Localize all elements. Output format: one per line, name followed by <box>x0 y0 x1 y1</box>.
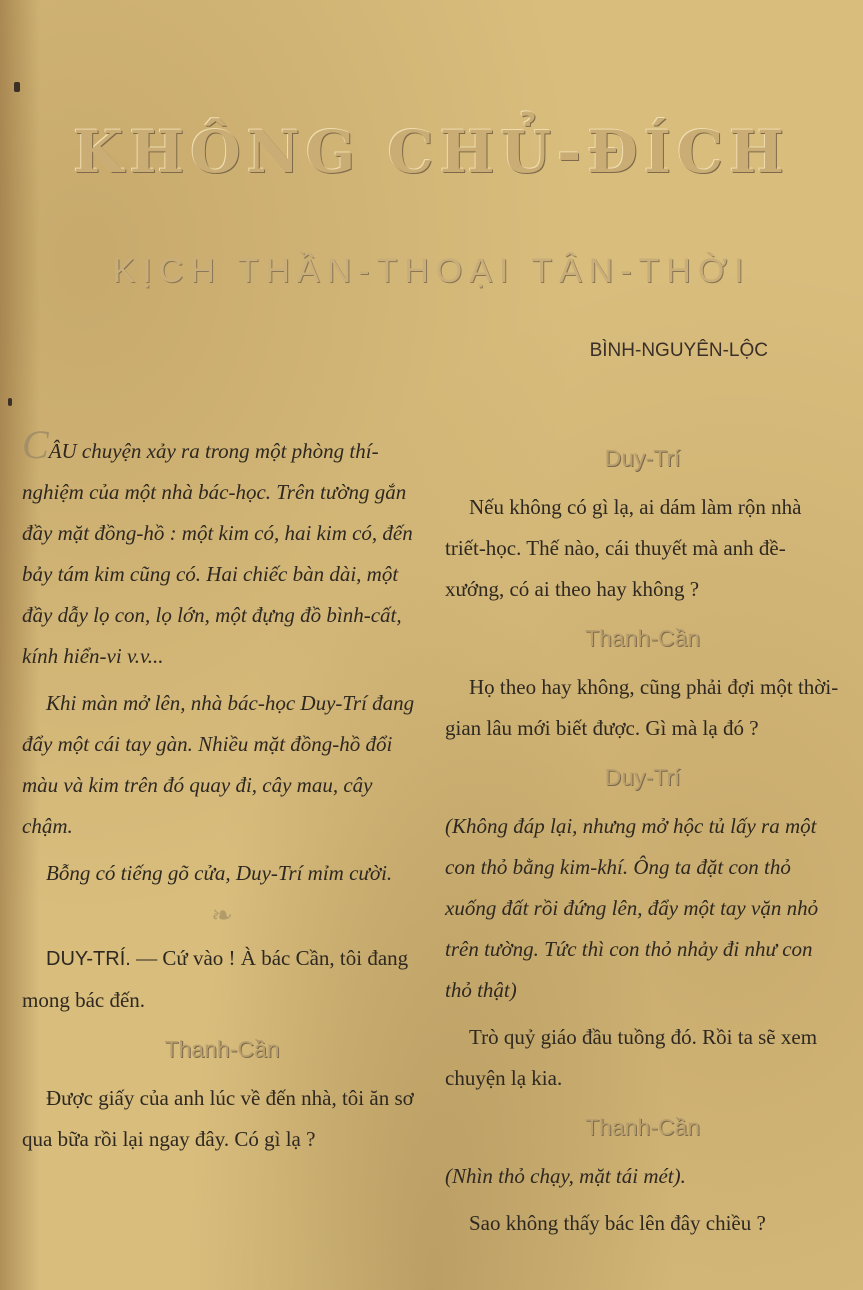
speaker-label: DUY-TRÍ. <box>46 948 131 970</box>
dialogue-text: Họ theo hay không, cũng phải đợi một thời-gian lâu mới biết được. Gì mà lạ đó ? <box>445 675 839 740</box>
edge-mark <box>14 82 20 92</box>
speaker-heading: Thanh-Cần <box>164 1036 280 1062</box>
speaker-heading: Thanh-Cần <box>584 625 701 651</box>
speaker-heading: Duy-Trí <box>604 445 681 471</box>
intro-text: ÂU chuyện xảy ra trong một phòng thí-nghiệm của một nhà bác-học. Trên tường gắn đầy mặt đồng-hồ : một kim có, hai kim có, đến bảy tám kim cũng có. Hai chiếc bàn dài, một đầy dẫy lọ con, lọ lớn, một đựng đồ bình-cất, kính hiển-vi v.v... <box>22 439 413 668</box>
stage-direction: (Nhìn thỏ chạy, mặt tái mét). <box>445 1164 686 1188</box>
intro-paragraph <box>22 422 422 677</box>
stage-direction: Khi màn mở lên, nhà bác-học Duy-Trí đang đẩy một cái tay gàn. Nhiều mặt đồng-hồ đổi màu và kim trên đó quay đi, cây mau, cây chậm. <box>22 691 415 838</box>
dialogue-text: — Cứ vào ! À bác Cần, tôi đang mong bác đến. <box>22 946 409 1012</box>
edge-mark <box>8 398 12 406</box>
right-column <box>445 430 840 1244</box>
ornament-icon: ❧ <box>211 901 233 930</box>
dialogue-text: Được giấy của anh lúc về đến nhà, tôi ăn sơ qua bữa rồi lại ngay đây. Có gì lạ ? <box>22 1086 414 1151</box>
stage-direction: Bỗng có tiếng gõ cửa, Duy-Trí mỉm cười. <box>46 861 393 885</box>
drop-cap: C <box>22 422 49 467</box>
left-column <box>22 422 422 1160</box>
dialogue-text: Nếu không có gì lạ, ai dám làm rộn nhà triết-học. Thế nào, cái thuyết mà anh đề-xướng, có ai theo hay không ? <box>445 495 802 601</box>
dialogue-text: Sao không thấy bác lên đây chiều ? <box>469 1211 766 1235</box>
speaker-heading: Duy-Trí <box>604 764 681 790</box>
author-name: BÌNH-NGUYÊN-LỘC <box>589 340 768 361</box>
speaker-heading: Thanh-Cần <box>584 1114 701 1140</box>
dialogue-text: Trò quỷ giáo đầu tuồng đó. Rồi ta sẽ xem chuyện lạ kia. <box>445 1025 818 1090</box>
page-title: KHÔNG CHỦ-ĐÍCH <box>73 118 790 186</box>
dialogue-duytri <box>22 938 422 1021</box>
page-subtitle: KỊCH THẦN-THOẠI TÂN-THỜI <box>112 252 751 290</box>
stage-direction: (Không đáp lại, nhưng mở hộc tủ lấy ra một con thỏ bằng kim-khí. Ông ta đặt con thỏ xuống đất rồi đứng lên, đẩy một tay vặn nhỏ trên tường. Tức thì con thỏ nhảy đi như con thỏ thật) <box>445 814 819 1002</box>
